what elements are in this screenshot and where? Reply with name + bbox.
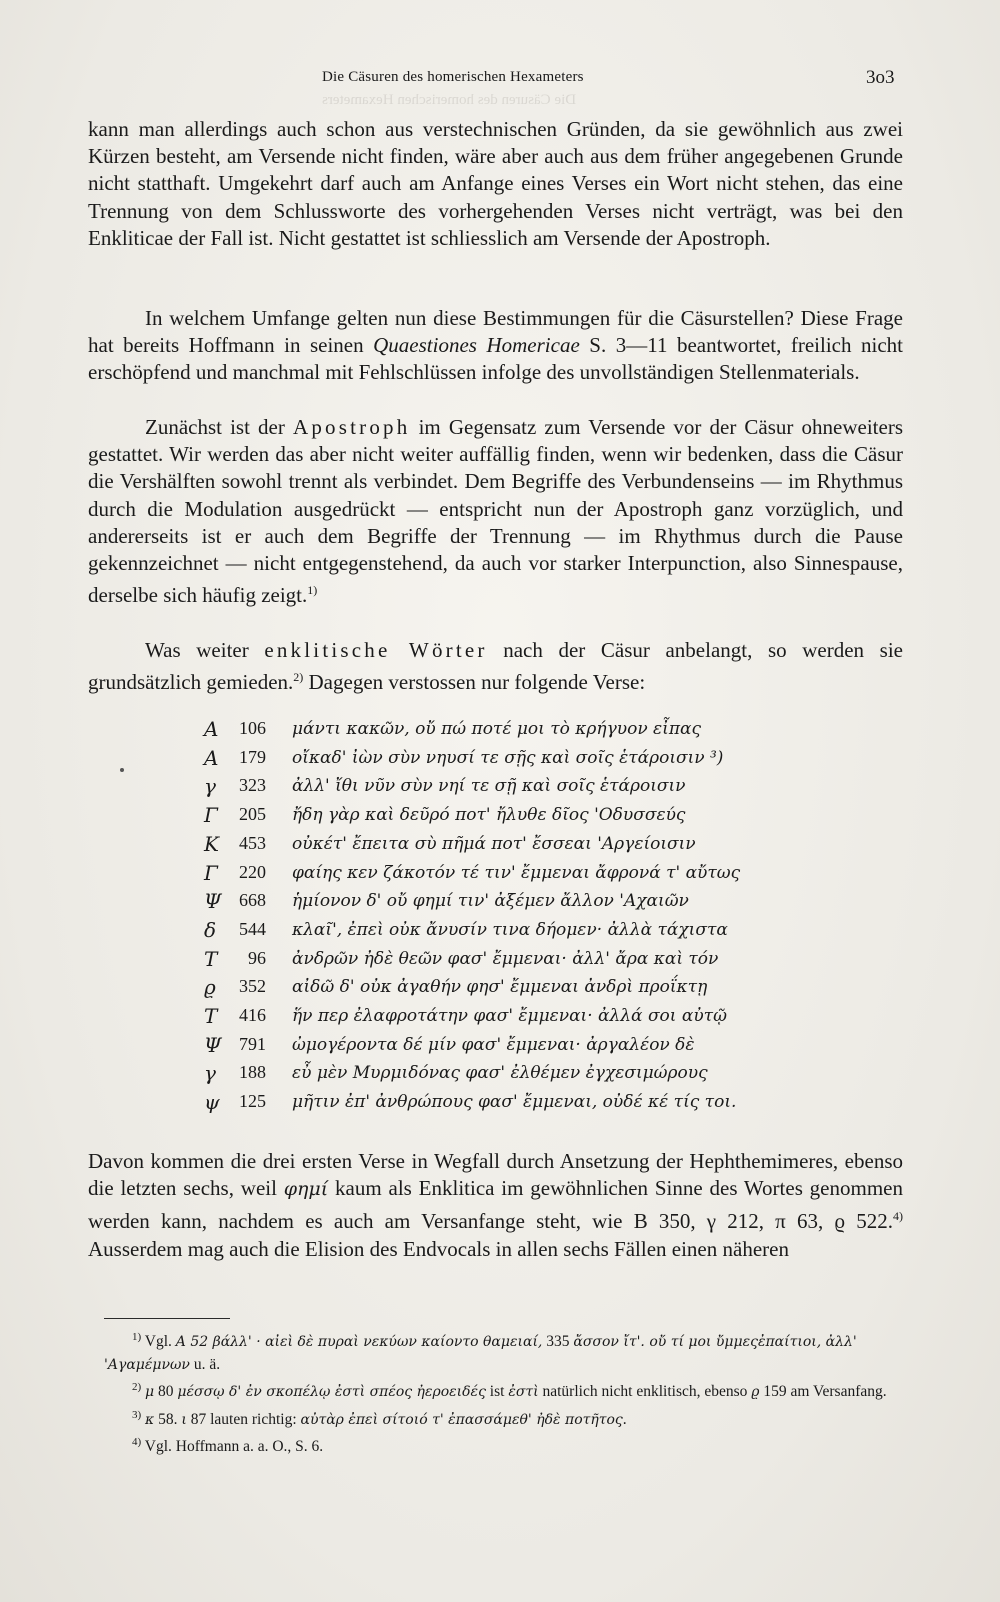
verse-text: ἡμίονον δ' οὔ φημί τιν' ἀξέμεν ἄλλον 'Αχαιῶν <box>292 891 689 912</box>
verse-book: Τ <box>204 1004 218 1028</box>
verse-text: ὠμογέροντα δέ μίν φασ' ἔμμεναι· ἀργαλέον δὲ <box>292 1034 695 1055</box>
verse-line-number: 791 <box>239 1033 266 1054</box>
page-header <box>0 67 1000 97</box>
paragraph-3 <box>88 414 903 609</box>
verse-text: ἥν περ ἐλαφροτάτην φασ' ἔμμεναι· ἀλλά σοι αὐτῷ <box>292 1006 727 1026</box>
footnote-text: 58. <box>154 1410 182 1428</box>
footnote-greek: ι <box>181 1411 187 1428</box>
footnote <box>104 1404 904 1432</box>
ink-spot <box>120 768 124 772</box>
footnote <box>104 1376 904 1404</box>
footnote <box>104 1431 904 1459</box>
footnote-text: Vgl. <box>144 1333 176 1351</box>
page-number: 3o3 <box>866 67 895 88</box>
footnote-greek: αὐτὰρ ἐπεὶ σίτοιό τ' ἐπασσάμεθ' ἠδὲ ποτῆτος <box>300 1411 623 1428</box>
book-title: Quaestiones Homericae <box>373 333 580 358</box>
verse-book: γ <box>204 1061 216 1086</box>
verse-row <box>0 861 1000 889</box>
paragraph-2 <box>88 305 903 387</box>
footnote-mark: 4) <box>132 1436 142 1449</box>
verse-row <box>0 889 1000 917</box>
footnote-greek: Α 52 βάλλ' · αἰεὶ δὲ πυραὶ νεκύων καίοντο θαμειαί, <box>175 1334 543 1351</box>
verse-row <box>0 1033 1000 1061</box>
footnote-text: 335 <box>542 1333 574 1351</box>
verse-row <box>0 746 1000 774</box>
footnote-text: . <box>622 1410 627 1428</box>
verse-row <box>0 832 1000 860</box>
verse-book: δ <box>204 917 217 942</box>
footnote-greek: ἐπαίτιοι, ἀλλ' 'Αγαμέμνων <box>104 1334 857 1373</box>
verse-row <box>0 975 1000 1003</box>
verse-row <box>0 774 1000 802</box>
paragraph-5 <box>88 1148 903 1263</box>
footnote-ref-4: 4) <box>893 1209 903 1224</box>
footnote-mark: 2) <box>132 1381 142 1394</box>
footnote-ref-1: 1) <box>307 583 318 598</box>
footnote-rule <box>104 1318 230 1319</box>
verse-row <box>0 717 1000 745</box>
verse-line-number: 205 <box>239 804 266 825</box>
footnote-greek: ἄσσον ἴτ'. οὔ τί μοι ὔμμες <box>573 1334 758 1351</box>
verse-row <box>0 1004 1000 1032</box>
verse-line-number: 106 <box>239 718 266 738</box>
verse-row <box>0 918 1000 946</box>
footnote-text: ist <box>485 1383 509 1401</box>
verse-text: μάντι κακῶν, οὔ πώ ποτέ μοι τὸ κρήγυον εἶπας <box>292 719 702 739</box>
verse-book: Τ <box>204 946 218 971</box>
verse-book: Ψ <box>204 1032 222 1057</box>
footnote-text: 80 <box>154 1383 178 1401</box>
paragraph-4-post: Dagegen verstossen nur folgende Verse: <box>303 670 646 695</box>
running-title: Die Cäsuren des homerischen Hexameters <box>322 69 584 85</box>
verse-line-number: 668 <box>239 890 266 911</box>
bleed-through-text: Die Cäsuren des homerischen Hexameters <box>322 92 577 108</box>
footnote-greek: κ <box>145 1411 155 1428</box>
greek-word-phemi: φημί <box>283 1178 329 1201</box>
verse-text: ἀνδρῶν ἠδὲ θεῶν φασ' ἔμμεναι· ἀλλ' ἄρα καὶ τόν <box>292 948 719 969</box>
footnote-greek: ἐστὶ <box>508 1384 539 1401</box>
footnote-text: Vgl. Hoffmann a. a. O., S. 6. <box>144 1438 324 1456</box>
footnote-text: u. ä. <box>189 1355 221 1373</box>
paragraph-1-text: kann man allerdings auch schon aus verstechnischen Gründen, da sie gewöhnlich aus zwei Kürzen besteht, am Versende nicht finden, wäre aber auch aus dem früher angegebenen Grunde nicht statthaft. Umgekehrt darf auch am Anfange eines Verses ein Wort nicht stehen, das eine Trennung von dem Schlussworte des vorhergehenden Verses nicht verträgt, was bei den Enkliticae der Fall ist. Nicht gestattet ist schliesslich am Versende der Apostroph. <box>88 117 903 250</box>
verse-line-number: 544 <box>239 918 266 939</box>
paragraph-5-post: Ausserdem mag auch die Elision des Endvocals in allen sechs Fällen einen näheren <box>88 1236 789 1261</box>
verse-book: Κ <box>204 831 219 856</box>
footnote-greek: ϱ <box>751 1384 760 1401</box>
verse-text: μῆτιν ἐπ' ἀνθρώπους φασ' ἔμμεναι, οὐδέ κέ τίς τοι. <box>292 1092 737 1113</box>
verse-line-number: 179 <box>239 746 266 767</box>
verse-book: Ψ <box>204 889 222 914</box>
footnote-greek: μ <box>145 1384 155 1401</box>
verse-text: ἤδη γὰρ καὶ δεῦρό ποτ' ἤλυθε δῖος 'Οδυσσεύς <box>292 805 686 826</box>
footnote-text: natürlich nicht enklitisch, ebenso <box>538 1383 752 1401</box>
verse-row <box>0 947 1000 975</box>
verse-text: αἰδῶ δ' οὐκ ἀγαθήν φησ' ἔμμεναι ἀνδρὶ προΐκτῃ <box>292 977 708 998</box>
footnotes <box>104 1326 904 1459</box>
verse-text: οἴκαδ' ἰὼν σὺν νηυσί τε σῇς καὶ σοῖς ἑτάροισιν ³) <box>292 747 724 768</box>
verse-line-number: 323 <box>239 775 266 796</box>
paragraph-5-pre: Davon kommen die drei ersten Verse in Wegfall durch Ansetzung der Hephthemimeres, ebenso die letzten sechs, weil <box>88 1149 903 1201</box>
paragraph-1 <box>88 116 903 252</box>
verse-row <box>0 1090 1000 1118</box>
verse-line-number: 416 <box>239 1005 266 1025</box>
footnote-greek: μέσσῳ δ' ἐν σκοπέλῳ ἐστὶ σπέος ἠεροειδές <box>177 1384 486 1401</box>
verse-row <box>0 1061 1000 1089</box>
verse-row <box>0 803 1000 831</box>
verse-line-number: 352 <box>239 976 266 997</box>
verse-line-number: 220 <box>239 861 266 882</box>
paragraph-4-pre: Was weiter <box>145 638 265 662</box>
verse-text: κλαῖ', ἐπεὶ οὐκ ἄνυσίν τινα δήομεν· ἀλλὰ τάχιστα <box>292 919 728 940</box>
footnote-mark: 3) <box>132 1408 142 1421</box>
verse-book: ϱ <box>204 975 216 1000</box>
paragraph-4 <box>88 637 903 696</box>
verse-text: οὐκέτ' ἔπειτα σὺ πῆμά ποτ' ἔσσεαι 'Αργείοισιν <box>292 833 696 854</box>
spaced-term-apostroph: Apostroph <box>292 415 411 439</box>
footnote <box>104 1326 904 1376</box>
footnote-ref-2: 2) <box>293 670 304 685</box>
verse-line-number: 188 <box>239 1062 266 1083</box>
verse-book: Α <box>204 745 219 770</box>
paragraph-5-mid: kaum als Enklitica im gewöhnlichen Sinne des Wortes genommen werden kann, nachdem es auch am Versanfange steht, wie <box>88 1176 903 1234</box>
paragraph-4-mid: nach der Cäsur anbelangt, so werden sie grundsätzlich gemieden. <box>88 638 903 695</box>
verse-book: Γ <box>204 860 218 885</box>
verse-references: Β 350, γ 212, π 63, ϱ 522. <box>633 1209 893 1234</box>
spaced-term-enklitische: enklitische Wörter <box>264 638 488 662</box>
paragraph-3-post: im Gegensatz zum Versende vor der Cäsur ohneweiters gestattet. Wir werden das aber nicht weiter auffällig finden, wenn wir bedenken, dass die Cäsur die Vershälften sowohl trennt als verbindet. Dem Begriffe des Verbundenseins — im Rhythmus durch die Modulation ausgedrückt — entspricht nun der Apostroph ganz vorzüglich, und andererseits ist er auch dem Begriffe der Trennung — im Rhythmus durch die Pause gekennzeichnet — nicht entgegenstehend, da auch vor starker Interpunction, also Sinnespause, derselbe sich häufig zeigt. <box>88 415 903 608</box>
verse-book: γ <box>204 774 216 799</box>
verse-book: Γ <box>204 803 218 828</box>
footnote-mark: 1) <box>132 1331 142 1343</box>
footnote-text: 159 am Versanfang. <box>759 1383 887 1401</box>
verse-text: ἀλλ' ἴθι νῦν σὺν νηί τε σῇ καὶ σοῖς ἑτάροισιν <box>292 776 686 797</box>
verse-line-number: 125 <box>239 1091 266 1112</box>
verse-text: φαίης κεν ζάκοτόν τέ τιν' ἔμμεναι ἄφρονά τ' αὔτως <box>292 862 741 883</box>
paragraph-2-pre: In welchem Umfange gelten nun diese Bestimmungen für die Cäsurstellen? Diese Frage hat bereits Hoffmann in seinen <box>88 306 903 358</box>
verse-line-number: 96 <box>248 947 266 968</box>
verse-line-number: 453 <box>239 832 266 853</box>
footnote-text: 87 lauten richtig: <box>186 1410 301 1428</box>
verse-book: ψ <box>204 1090 220 1115</box>
verse-text: εὖ μὲν Μυρμιδόνας φασ' ἐλθέμεν ἐγχεσιμώρους <box>292 1063 708 1084</box>
verse-book: Α <box>204 717 219 741</box>
paragraph-2-post: S. 3—11 beantwortet, freilich nicht erschöpfend und manchmal mit Fehlschlüssen infolge des unvollständigen Stellenmaterials. <box>88 333 903 385</box>
paragraph-3-pre: Zunächst ist der <box>145 415 293 439</box>
